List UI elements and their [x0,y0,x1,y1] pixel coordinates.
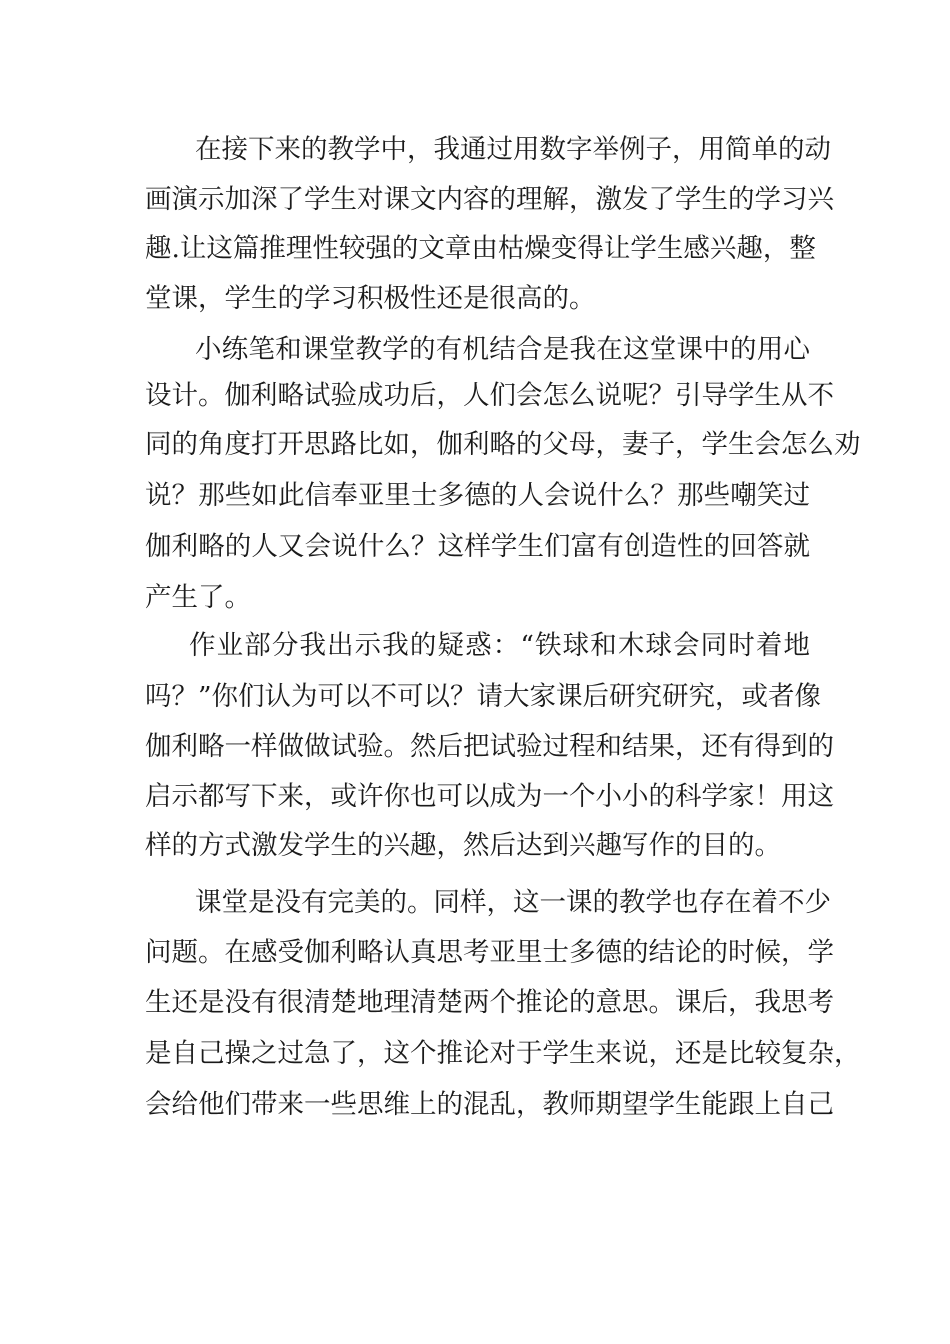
paragraph-line: 同的角度打开思路比如，伽利略的父母，妻子，学生会怎么劝 [145,429,861,460]
paragraph-line: 设计。伽利略试验成功后，人们会怎么说呢？引导学生从不 [145,380,834,411]
paragraph-line: 小练笔和课堂教学的有机结合是我在这堂课中的用心 [195,334,810,365]
paragraph-line: 作业部分我出示我的疑惑：“铁球和木球会同时着地 [189,630,810,661]
paragraph-line: 趣.让这篇推理性较强的文章由枯燥变得让学生感兴趣，整 [145,233,816,264]
paragraph-line: 样的方式激发学生的兴趣，然后达到兴趣写作的目的。 [145,830,781,861]
paragraph-line: 问题。在感受伽利略认真思考亚里士多德的结论的时候，学 [145,937,834,968]
paragraph-line: 会给他们带来一些思维上的混乱，教师期望学生能跟上自己 [145,1089,834,1120]
paragraph-line: 吗？”你们认为可以不可以？请大家课后研究研究，或者像 [145,681,822,712]
paragraph-line: 说？那些如此信奉亚里士多德的人会说什么？那些嘲笑过 [145,480,810,511]
paragraph-line: 在接下来的教学中，我通过用数字举例子，用简单的动 [195,134,831,165]
paragraph-line: 画演示加深了学生对课文内容的理解，激发了学生的学习兴 [145,184,834,215]
paragraph-line: 伽利略的人又会说什么？这样学生们富有创造性的回答就 [145,531,810,562]
paragraph-line: 伽利略一样做做试验。然后把试验过程和结果，还有得到的 [145,731,834,762]
paragraph-line: 是自己操之过急了，这个推论对于学生来说，还是比较复杂， [145,1038,861,1069]
paragraph-line: 课堂是没有完美的。同样，这一课的教学也存在着不少 [195,887,831,918]
paragraph-line: 启示都写下来，或许你也可以成为一个小小的科学家！用这 [145,781,834,812]
paragraph-line: 堂课，学生的学习积极性还是很高的。 [145,283,596,314]
paragraph-line: 生还是没有很清楚地理清楚两个推论的意思。课后，我思考 [145,987,834,1018]
paragraph-line: 产生了。 [145,582,251,613]
